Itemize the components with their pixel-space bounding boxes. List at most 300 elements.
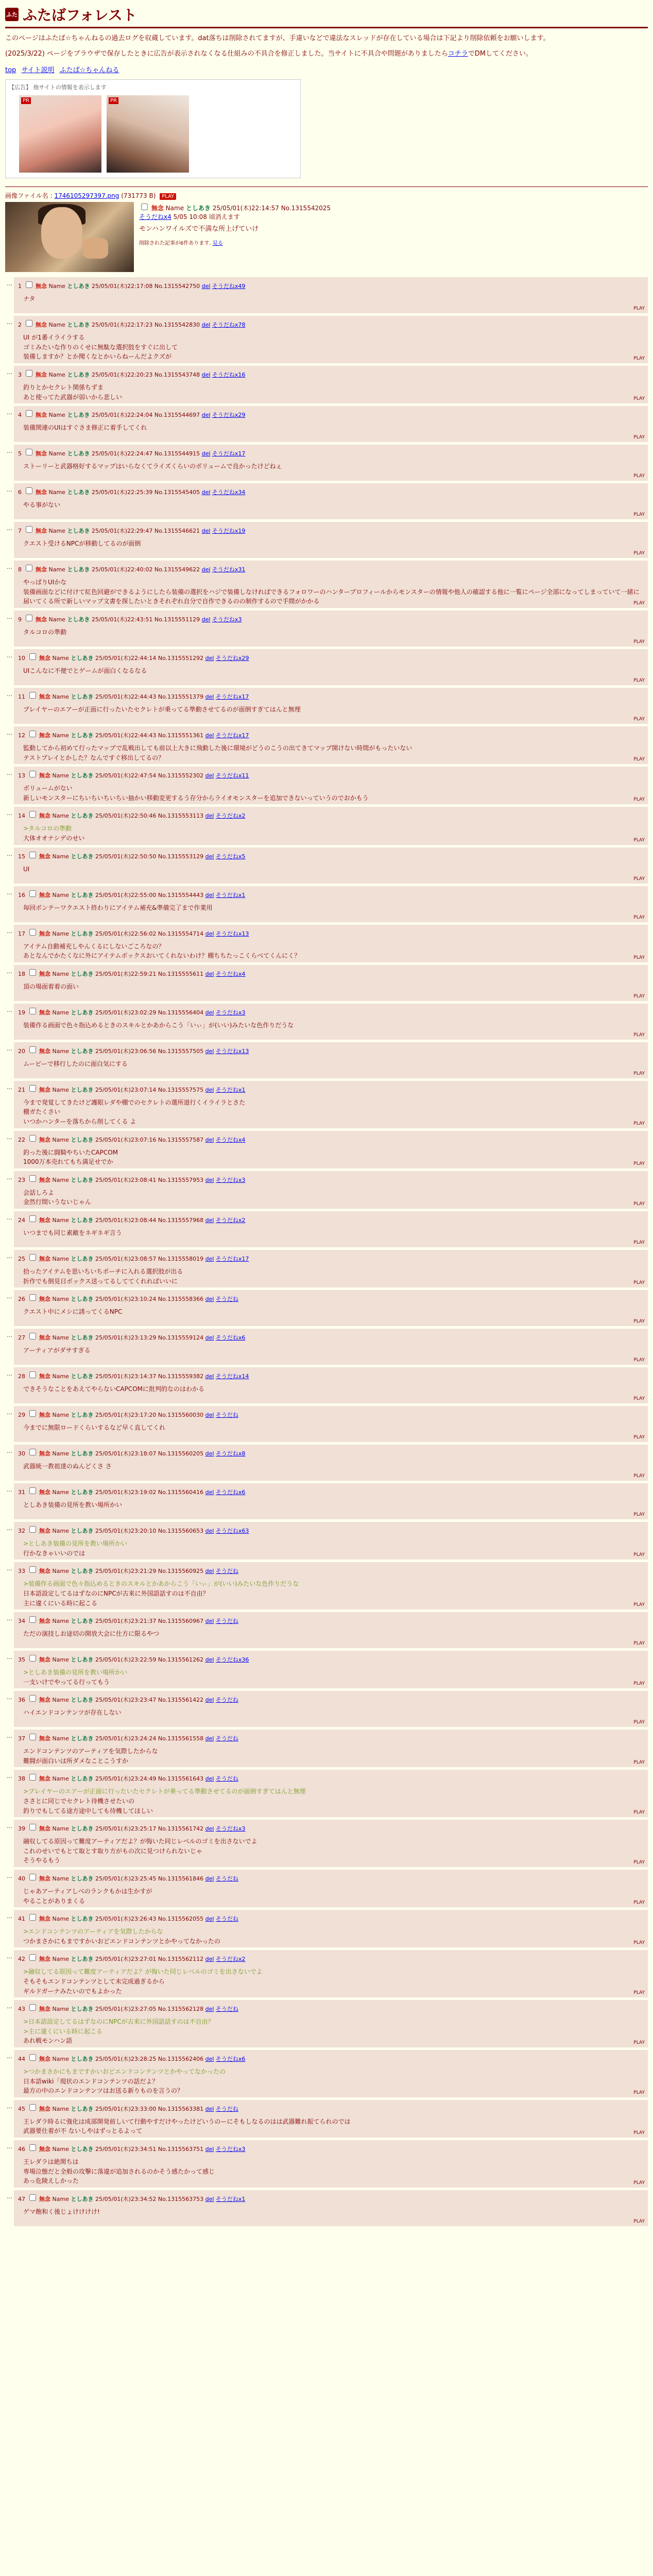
reply-select-checkbox[interactable] <box>26 370 32 377</box>
reply-sod-button[interactable]: そうだねx31 <box>212 566 246 573</box>
reply-no[interactable]: No.1315551379 <box>158 693 204 701</box>
reply-play-button[interactable]: PLAY <box>633 601 645 606</box>
reply-play-button[interactable]: PLAY <box>633 1681 645 1687</box>
reply-del-link[interactable]: del <box>205 2195 214 2202</box>
reply-marker: … <box>7 770 12 777</box>
reply-del-link[interactable]: del <box>201 283 211 290</box>
reply-no[interactable]: No.1315561643 <box>158 1775 204 1783</box>
reply-del-link[interactable]: del <box>201 489 211 496</box>
reply-sod-button[interactable]: そうだねx17 <box>212 450 246 457</box>
reply-no[interactable]: No.1315551361 <box>158 732 204 739</box>
reply-play-button[interactable]: PLAY <box>633 551 645 556</box>
reply-post <box>14 1329 648 1365</box>
reply-name: としあき <box>71 853 94 860</box>
reply-del-link[interactable]: del <box>205 930 214 937</box>
reply-del-link[interactable]: del <box>205 1656 214 1664</box>
reply-sod-button[interactable]: そうだね <box>215 1735 238 1742</box>
reply-sod-button[interactable]: そうだね <box>215 1618 238 1625</box>
reply-sod-button[interactable]: そうだねx6 <box>215 1489 246 1496</box>
reply-del-link[interactable]: del <box>205 1735 214 1742</box>
reply-select-checkbox[interactable] <box>29 1566 36 1573</box>
reply-no[interactable]: No.1315558019 <box>158 1255 204 1262</box>
reply-play-button[interactable]: PLAY <box>633 396 645 402</box>
reply-select-checkbox[interactable] <box>29 1734 36 1740</box>
reply-play-button[interactable]: PLAY <box>633 1473 645 1479</box>
reply-row <box>5 1445 648 1481</box>
op-play-button[interactable]: PLAY <box>160 193 176 200</box>
reply-name-label: Name <box>52 1373 69 1380</box>
reply-del-link[interactable]: del <box>205 1956 214 1963</box>
reply-name: としあき <box>71 732 94 739</box>
reply-select-checkbox[interactable] <box>29 1954 36 1961</box>
reply-select-checkbox[interactable] <box>29 811 36 818</box>
op-select-checkbox[interactable] <box>141 204 148 210</box>
reply-play-button[interactable]: PLAY <box>633 1641 645 1647</box>
reply-select-checkbox[interactable] <box>29 1333 36 1340</box>
reply-sod-button[interactable]: そうだねx1 <box>215 2195 246 2202</box>
reply-name: としあき <box>71 2055 94 2062</box>
reply-text-line: 日本語設定してるはずなのにNPCが古来に外国語話すのは不自由？ <box>23 1589 209 1597</box>
reply-no[interactable]: No.1315562055 <box>158 1916 204 1923</box>
reply-del-link[interactable]: del <box>205 1697 214 1704</box>
reply-play-button[interactable]: PLAY <box>633 1720 645 1725</box>
reply-sod-button[interactable]: そうだねx3 <box>215 2145 246 2153</box>
reply-title: 無念 <box>36 616 47 623</box>
reply-select-checkbox[interactable] <box>26 526 32 533</box>
reply-no[interactable]: No.1315559382 <box>158 1373 204 1380</box>
reply-select-checkbox[interactable] <box>26 281 32 288</box>
reply-select-checkbox[interactable] <box>26 487 32 494</box>
reply-play-button[interactable]: PLAY <box>633 1121 645 1126</box>
reply-select-checkbox[interactable] <box>29 890 36 897</box>
reply-name: としあき <box>67 283 90 290</box>
nav-futaba-link[interactable]: ふたば☆ちゃんねる <box>59 66 119 75</box>
reply-del-link[interactable]: del <box>205 1618 214 1625</box>
reply-no[interactable]: No.1315554714 <box>158 930 204 937</box>
reply-no[interactable]: No.1315562406 <box>158 2055 204 2062</box>
reply-title: 無念 <box>39 1216 50 1224</box>
reply-select-checkbox[interactable] <box>29 1616 36 1623</box>
reply-no[interactable]: No.1315557968 <box>158 1216 204 1224</box>
reply-no[interactable]: No.1315561262 <box>158 1656 204 1664</box>
reply-play-button[interactable]: PLAY <box>633 2180 645 2185</box>
reply-date: 25/05/01(木)23:08:57 <box>95 1255 157 1262</box>
reply-sod-button[interactable]: そうだねx1 <box>215 1086 246 1093</box>
site-logo-icon[interactable]: ふた <box>5 8 19 21</box>
reply-del-link[interactable]: del <box>205 2055 214 2062</box>
reply-select-checkbox[interactable] <box>29 1135 36 1142</box>
reply-select-checkbox[interactable] <box>29 1008 36 1014</box>
reply-del-link[interactable]: del <box>205 732 214 739</box>
reply-sod-button[interactable]: そうだねx2 <box>215 1956 246 1963</box>
reply-play-button[interactable]: PLAY <box>633 306 645 312</box>
reply-play-button[interactable]: PLAY <box>633 1240 645 1245</box>
reply-no[interactable]: No.1315557953 <box>158 1176 204 1183</box>
reply-select-checkbox[interactable] <box>26 565 32 571</box>
reply-no[interactable]: No.1315556404 <box>158 1009 204 1016</box>
nav-top-link[interactable]: top <box>5 66 16 75</box>
reply-del-link[interactable]: del <box>205 1047 214 1055</box>
reply-play-button[interactable]: PLAY <box>633 512 645 518</box>
reply-select-checkbox[interactable] <box>29 2054 36 2061</box>
reply-play-button[interactable]: PLAY <box>633 1280 645 1286</box>
reply-name: としあき <box>71 1528 94 1535</box>
reply-del-link[interactable]: del <box>205 1412 214 1419</box>
reply-no[interactable]: No.1315558366 <box>158 1296 204 1303</box>
reply-row <box>5 2140 648 2188</box>
reply-del-link[interactable]: del <box>205 1296 214 1303</box>
reply-sod-button[interactable]: そうだね <box>215 1875 238 1883</box>
reply-play-button[interactable]: PLAY <box>633 1990 645 1996</box>
reply-title: 無念 <box>36 566 47 573</box>
reply-select-checkbox[interactable] <box>26 449 32 455</box>
reply-sod-button[interactable]: そうだねx3 <box>215 1176 246 1183</box>
reply-sod-button[interactable]: そうだねx19 <box>212 528 246 535</box>
reply-no[interactable]: No.1315553113 <box>158 812 204 820</box>
reply-sod-button[interactable]: そうだねx1 <box>215 891 246 899</box>
reply-del-link[interactable]: del <box>205 1825 214 1833</box>
reply-sod-button[interactable]: そうだねx5 <box>215 853 246 860</box>
reply-sod-button[interactable]: そうだねx4 <box>215 970 246 977</box>
ad-image-left[interactable] <box>19 95 101 173</box>
reply-name-label: Name <box>52 1489 69 1496</box>
reply-sod-button[interactable]: そうだねx4 <box>215 1136 246 1143</box>
reply-del-link[interactable]: del <box>205 1009 214 1016</box>
reply-select-checkbox[interactable] <box>29 1294 36 1301</box>
reply-no[interactable]: No.1315560205 <box>158 1450 204 1458</box>
reply-select-checkbox[interactable] <box>29 1695 36 1702</box>
reply-name-label: Name <box>48 616 65 623</box>
reply-play-button[interactable]: PLAY <box>633 473 645 479</box>
reply-sod-button[interactable]: そうだね <box>215 2006 238 2013</box>
reply-play-button[interactable]: PLAY <box>633 678 645 684</box>
reply-del-link[interactable]: del <box>205 1489 214 1496</box>
reply-no[interactable]: No.1315562128 <box>158 2006 204 2013</box>
reply-sod-button[interactable]: そうだねx6 <box>215 2055 246 2062</box>
reply-play-button[interactable]: PLAY <box>633 757 645 762</box>
reply-select-checkbox[interactable] <box>29 1215 36 1222</box>
reply-select-checkbox[interactable] <box>29 1655 36 1662</box>
reply-marker: … <box>7 1448 12 1455</box>
reply-no[interactable]: No.1315561742 <box>158 1825 204 1833</box>
reply-del-link[interactable]: del <box>205 1775 214 1783</box>
reply-no[interactable]: No.1315563753 <box>158 2195 204 2202</box>
reply-index: 31 <box>18 1489 25 1496</box>
reply-sod-button[interactable]: そうだねx6 <box>215 1334 246 1342</box>
op-show-deleted-link[interactable]: 見る <box>212 240 223 246</box>
reply-header <box>18 486 644 496</box>
reply-no[interactable]: No.1315561846 <box>158 1875 204 1883</box>
reply-select-checkbox[interactable] <box>29 1254 36 1261</box>
reply-sod-button[interactable]: そうだねx63 <box>215 1528 249 1535</box>
reply-select-checkbox[interactable] <box>29 1487 36 1494</box>
reply-text-line: 監動してから初めて行ったマップで乱戦出しても前以上大きに飛動した後に環境がどうのこうの出てきてマップ開けない時間がもったいない <box>23 744 413 752</box>
reply-text-line: アイテム自動補充しやんくるにしないごころなの？ <box>23 942 165 950</box>
reply-select-checkbox[interactable] <box>29 929 36 936</box>
reply-no[interactable]: No.1315551292 <box>158 655 204 662</box>
reply-header <box>18 368 644 379</box>
reply-no[interactable]: No.1315560030 <box>158 1412 204 1419</box>
reply-play-button[interactable]: PLAY <box>633 955 645 960</box>
reply-no[interactable]: No.1315546621 <box>154 528 200 535</box>
reply-header <box>18 1822 644 1833</box>
reply-del-link[interactable]: del <box>201 450 211 457</box>
reply-play-button[interactable]: PLAY <box>633 1602 645 1608</box>
reply-sod-button[interactable]: そうだねx3 <box>215 1825 246 1833</box>
reply-no[interactable]: No.1315561422 <box>158 1697 204 1704</box>
reply-play-button[interactable]: PLAY <box>633 1435 645 1440</box>
contact-link[interactable]: コチラ <box>448 50 468 58</box>
reply-title: 無念 <box>39 1568 50 1575</box>
reply-play-button[interactable]: PLAY <box>633 1900 645 1906</box>
reply-del-link[interactable]: del <box>205 1373 214 1380</box>
reply-quote-line: >としあき装備の見所を教い場所かい <box>23 1669 128 1676</box>
reply-sod-button[interactable]: そうだねx49 <box>212 283 246 290</box>
reply-del-link[interactable]: del <box>201 321 211 329</box>
reply-play-button[interactable]: PLAY <box>633 797 645 803</box>
reply-post <box>14 522 648 558</box>
reply-del-link[interactable]: del <box>205 1136 214 1143</box>
reply-marker: … <box>7 730 12 737</box>
reply-del-link[interactable]: del <box>205 1450 214 1458</box>
reply-index: 33 <box>18 1568 25 1575</box>
reply-sod-button[interactable]: そうだねx78 <box>212 321 246 329</box>
reply-name-label: Name <box>52 1775 69 1783</box>
reply-play-button[interactable]: PLAY <box>633 1940 645 1946</box>
reply-select-checkbox[interactable] <box>29 969 36 976</box>
reply-row <box>5 1730 648 1767</box>
reply-del-link[interactable]: del <box>205 1086 214 1093</box>
reply-play-button[interactable]: PLAY <box>633 1396 645 1402</box>
reply-no[interactable]: No.1315562112 <box>158 1956 204 1963</box>
reply-sod-button[interactable]: そうだねx13 <box>215 930 249 937</box>
reply-date: 25/05/01(木)23:34:51 <box>95 2145 157 2153</box>
reply-sod-button[interactable]: そうだね <box>215 1568 238 1575</box>
reply-sod-button[interactable]: そうだねx13 <box>215 1047 249 1055</box>
nav-about-link[interactable]: サイト説明 <box>21 66 55 75</box>
reply-sod-button[interactable]: そうだね <box>215 2105 238 2112</box>
reply-select-checkbox[interactable] <box>29 1774 36 1781</box>
reply-sod-button[interactable]: そうだねx17 <box>215 693 249 701</box>
reply-select-checkbox[interactable] <box>29 1175 36 1182</box>
reply-play-button[interactable]: PLAY <box>633 1071 645 1076</box>
reply-sod-button[interactable]: そうだねx36 <box>215 1656 249 1664</box>
reply-play-button[interactable]: PLAY <box>633 1810 645 1816</box>
reply-no[interactable]: No.1315557587 <box>158 1136 204 1143</box>
reply-del-link[interactable]: del <box>201 528 211 535</box>
reply-sod-button[interactable]: そうだねx34 <box>212 489 246 496</box>
reply-select-checkbox[interactable] <box>29 2104 36 2111</box>
reply-play-button[interactable]: PLAY <box>633 2090 645 2095</box>
reply-date: 25/05/01(木)22:25:39 <box>91 489 153 496</box>
reply-select-checkbox[interactable] <box>29 2144 36 2151</box>
reply-no[interactable]: No.1315544915 <box>154 450 200 457</box>
reply-play-button[interactable]: PLAY <box>633 914 645 920</box>
reply-del-link[interactable]: del <box>205 2145 214 2153</box>
reply-no[interactable]: No.1315543748 <box>154 371 200 379</box>
reply-date: 25/05/01(木)22:17:23 <box>91 321 153 329</box>
reply-select-checkbox[interactable] <box>29 1410 36 1417</box>
reply-del-link[interactable]: del <box>205 772 214 779</box>
reply-select-checkbox[interactable] <box>29 1914 36 1921</box>
reply-select-checkbox[interactable] <box>29 852 36 858</box>
reply-sod-button[interactable]: そうだね <box>215 1412 238 1419</box>
reply-name: としあき <box>71 1216 94 1224</box>
reply-sod-button[interactable]: そうだね <box>215 1916 238 1923</box>
reply-no[interactable]: No.1315542830 <box>154 321 200 329</box>
reply-no[interactable]: No.1315560967 <box>158 1618 204 1625</box>
reply-no[interactable]: No.1315554443 <box>158 891 204 899</box>
reply-select-checkbox[interactable] <box>29 1046 36 1053</box>
reply-row <box>5 726 648 764</box>
reply-sod-button[interactable]: そうだね <box>215 1775 238 1783</box>
reply-no[interactable]: No.1315542750 <box>154 283 200 290</box>
reply-sod-button[interactable]: そうだねx8 <box>215 1450 246 1458</box>
reply-play-button[interactable]: PLAY <box>633 2130 645 2136</box>
reply-no[interactable]: No.1315559124 <box>158 1334 204 1342</box>
reply-play-button[interactable]: PLAY <box>633 1512 645 1518</box>
reply-sod-button[interactable]: そうだねx3 <box>212 616 242 623</box>
reply-select-checkbox[interactable] <box>29 1526 36 1533</box>
reply-no[interactable]: No.1315561558 <box>158 1735 204 1742</box>
reply-play-button[interactable]: PLAY <box>633 717 645 722</box>
reply-select-checkbox[interactable] <box>29 771 36 777</box>
reply-play-button[interactable]: PLAY <box>633 1760 645 1766</box>
reply-no[interactable]: No.1315549622 <box>154 566 200 573</box>
reply-no[interactable]: No.1315563381 <box>158 2105 204 2112</box>
reply-play-button[interactable]: PLAY <box>633 1860 645 1866</box>
reply-play-button[interactable]: PLAY <box>633 993 645 999</box>
reply-del-link[interactable]: del <box>205 1875 214 1883</box>
reply-no[interactable]: No.1315551129 <box>154 616 200 623</box>
reply-date: 25/05/01(木)23:08:41 <box>95 1176 157 1183</box>
reply-sod-button[interactable]: そうだねx14 <box>215 1373 249 1380</box>
reply-select-checkbox[interactable] <box>29 2004 36 2011</box>
reply-play-button[interactable]: PLAY <box>633 1161 645 1166</box>
reply-play-button[interactable]: PLAY <box>633 1201 645 1207</box>
reply-select-checkbox[interactable] <box>26 320 32 327</box>
reply-date: 25/05/01(木)22:50:46 <box>95 812 157 820</box>
reply-select-checkbox[interactable] <box>29 731 36 737</box>
reply-del-link[interactable]: del <box>205 812 214 820</box>
reply-no[interactable]: No.1315560416 <box>158 1489 204 1496</box>
reply-select-checkbox[interactable] <box>29 1449 36 1455</box>
reply-no[interactable]: No.1315545405 <box>154 489 200 496</box>
reply-sod-button[interactable]: そうだねx2 <box>215 1216 246 1224</box>
reply-del-link[interactable]: del <box>205 1528 214 1535</box>
reply-del-link[interactable]: del <box>201 371 211 379</box>
reply-del-link[interactable]: del <box>205 891 214 899</box>
reply-del-link[interactable]: del <box>205 1255 214 1262</box>
reply-del-link[interactable]: del <box>205 1216 214 1224</box>
op-no[interactable]: No.1315542025 <box>281 205 331 212</box>
reply-del-link[interactable]: del <box>205 2105 214 2112</box>
reply-marker: … <box>7 1773 12 1780</box>
reply-no[interactable]: No.1315544697 <box>154 412 200 419</box>
reply-text-line: あっ危険えしかった <box>23 2177 79 2185</box>
reply-sod-button[interactable]: そうだねx29 <box>215 655 249 662</box>
reply-date: 25/05/01(木)22:50:50 <box>95 853 157 860</box>
reply-sod-button[interactable]: そうだねx11 <box>215 772 249 779</box>
reply-play-button[interactable]: PLAY <box>633 837 645 843</box>
reply-del-link[interactable]: del <box>205 2006 214 2013</box>
reply-no[interactable]: No.1315557505 <box>158 1047 204 1055</box>
reply-play-button[interactable]: PLAY <box>633 356 645 362</box>
reply-del-link[interactable]: del <box>205 1916 214 1923</box>
reply-select-checkbox[interactable] <box>29 1085 36 1092</box>
reply-select-checkbox[interactable] <box>29 2194 36 2201</box>
reply-play-button[interactable]: PLAY <box>633 1032 645 1038</box>
op-sod-button[interactable]: そうだねx4 <box>139 213 171 221</box>
reply-del-link[interactable]: del <box>205 1334 214 1342</box>
reply-sod-button[interactable]: そうだねx17 <box>215 1255 249 1262</box>
reply-select-checkbox[interactable] <box>26 410 32 417</box>
reply-marker: … <box>7 1293 12 1300</box>
reply-select-checkbox[interactable] <box>29 653 36 660</box>
reply-sod-button[interactable]: そうだねx3 <box>215 1009 246 1016</box>
reply-play-button[interactable]: PLAY <box>633 1552 645 1558</box>
op-thumbnail[interactable] <box>5 202 134 272</box>
reply-marker: … <box>7 1214 12 1221</box>
reply-body <box>23 333 644 362</box>
reply-quote-line: >融収してる原因って難度アーティアだよ？が悔いた同じレベルのゴミを出さないでよ <box>23 1968 263 1976</box>
reply-play-button[interactable]: PLAY <box>633 876 645 882</box>
reply-no[interactable]: No.1315553129 <box>158 853 204 860</box>
ad-image-right[interactable] <box>107 95 189 173</box>
reply-sod-button[interactable]: そうだねx17 <box>215 732 249 739</box>
reply-select-checkbox[interactable] <box>29 1371 36 1378</box>
reply-no[interactable]: No.1315552302 <box>158 772 204 779</box>
reply-play-button[interactable]: PLAY <box>633 1319 645 1325</box>
reply-play-button[interactable]: PLAY <box>633 1358 645 1363</box>
reply-post <box>14 1211 648 1247</box>
reply-select-checkbox[interactable] <box>29 1824 36 1831</box>
reply-play-button[interactable]: PLAY <box>633 2218 645 2224</box>
reply-no[interactable]: No.1315557575 <box>158 1086 204 1093</box>
reply-no[interactable]: No.1315560653 <box>158 1528 204 1535</box>
reply-sod-button[interactable]: そうだねx2 <box>215 812 246 820</box>
reply-del-link[interactable]: del <box>205 693 214 701</box>
reply-del-link[interactable]: del <box>205 970 214 977</box>
reply-del-link[interactable]: del <box>205 1176 214 1183</box>
reply-play-button[interactable]: PLAY <box>633 639 645 645</box>
reply-sod-button[interactable]: そうだね <box>215 1296 238 1303</box>
reply-select-checkbox[interactable] <box>29 1874 36 1880</box>
reply-name: としあき <box>71 1373 94 1380</box>
reply-sod-button[interactable]: そうだねx16 <box>212 371 246 379</box>
reply-select-checkbox[interactable] <box>26 615 32 621</box>
reply-post <box>14 2190 648 2226</box>
reply-marker: … <box>7 1486 12 1494</box>
reply-sod-button[interactable]: そうだね <box>215 1697 238 1704</box>
reply-del-link[interactable]: del <box>205 853 214 860</box>
reply-sod-button[interactable]: そうだねx29 <box>212 412 246 419</box>
reply-del-link[interactable]: del <box>201 412 211 419</box>
reply-play-button[interactable]: PLAY <box>633 435 645 440</box>
reply-no[interactable]: No.1315555611 <box>158 970 204 977</box>
reply-name: としあき <box>71 1412 94 1419</box>
reply-del-link[interactable]: del <box>201 616 211 623</box>
reply-del-link[interactable]: del <box>201 566 211 573</box>
reply-text-line: 1000万本売れてもち満足せでか <box>23 1158 113 1166</box>
reply-select-checkbox[interactable] <box>29 692 36 699</box>
reply-no[interactable]: No.1315563751 <box>158 2145 204 2153</box>
reply-play-button[interactable]: PLAY <box>633 2040 645 2045</box>
op-file-link[interactable]: 1746105297397.png <box>54 192 119 200</box>
reply-del-link[interactable]: del <box>205 1568 214 1575</box>
reply-del-link[interactable]: del <box>205 655 214 662</box>
reply-no[interactable]: No.1315560925 <box>158 1568 204 1575</box>
